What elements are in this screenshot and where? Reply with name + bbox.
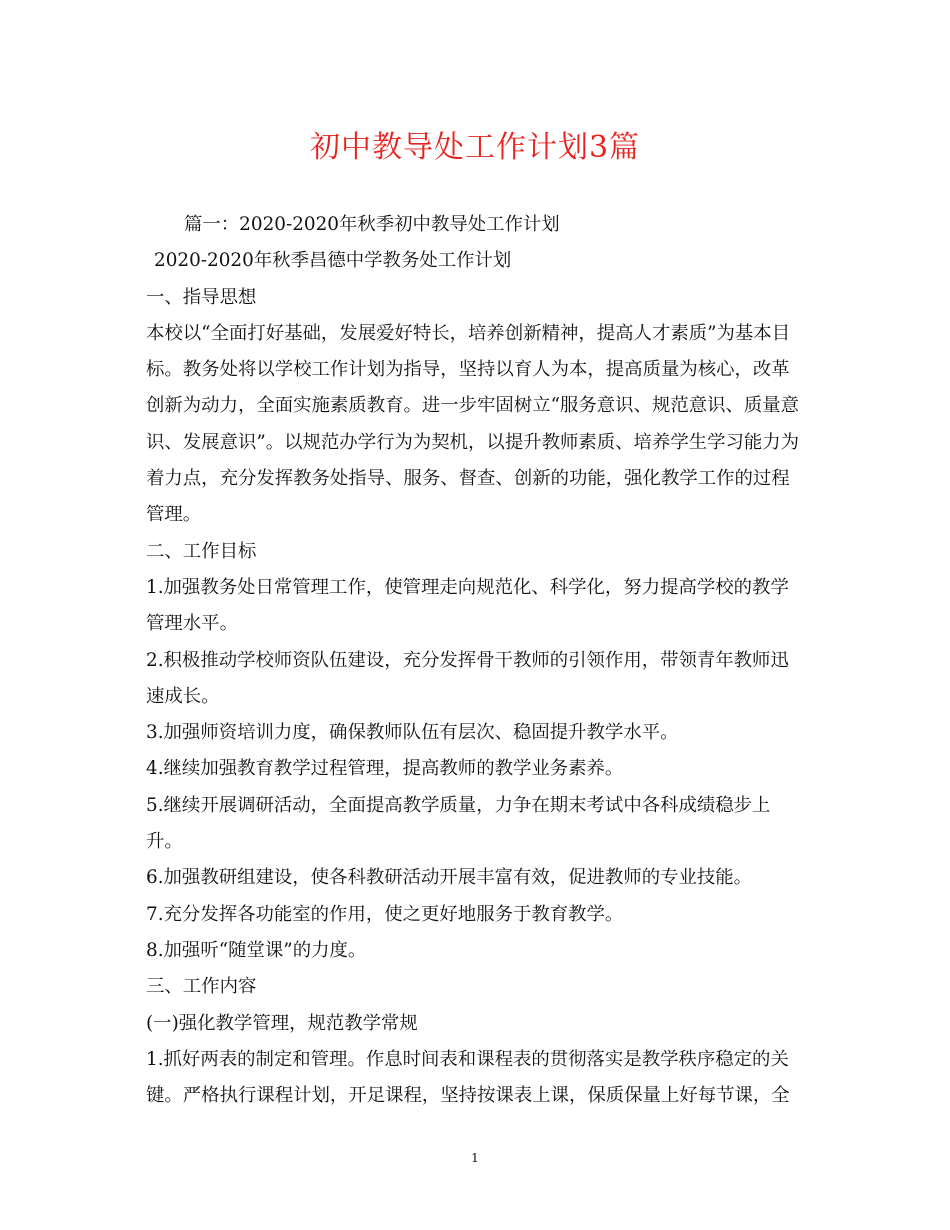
text-line: 3.加强师资培训力度，确保教师队伍有层次、稳固提升教学水平。 xyxy=(146,722,679,744)
text-line: 2.积极推动学校师资队伍建设，充分发挥骨干教师的引领作用，带领青年教师迅 xyxy=(146,649,789,671)
text-line: 识、发展意识”。以规范办学行为为契机，以提升教师素质、培养学生学习能力为 xyxy=(146,431,800,453)
section-heading-guiding-ideology: 一、指导思想 xyxy=(146,286,257,308)
text-line: 创新为动力，全面实施素质教育。进一步牢固树立“服务意识、规范意识、质量意 xyxy=(146,395,800,417)
document-title: 初中教导处工作计划3篇 xyxy=(309,130,641,165)
text-line: 速成长。 xyxy=(146,685,220,707)
text-line: 管理水平。 xyxy=(146,613,238,635)
section-heading-work-goals: 二、工作目标 xyxy=(146,540,257,562)
text-line: 标。教务处将以学校工作计划为指导，坚持以育人为本，提高质量为核心，改革 xyxy=(146,359,790,381)
text-line-part-one-heading: 篇一：2020-2020年秋季初中教导处工作计划 xyxy=(184,214,560,235)
page-number: 1 xyxy=(471,1151,479,1165)
text-line: 4.继续加强教育教学过程管理，提高教师的教学业务素养。 xyxy=(146,758,624,780)
subsection-heading: (一)强化教学管理，规范教学常规 xyxy=(146,1012,418,1034)
text-line: 键。严格执行课程计划，开足课程，坚持按课表上课，保质保量上好每节课，全 xyxy=(146,1085,790,1107)
text-line: 本校以“全面打好基础，发展爱好特长，培养创新精神，提高人才素质”为基本目 xyxy=(146,322,791,344)
text-line: 6.加强教研组建设，使各科教研活动开展丰富有效，促进教师的专业技能。 xyxy=(146,867,753,889)
text-line: 7.充分发挥各功能室的作用，使之更好地服务于教育教学。 xyxy=(146,903,624,925)
text-line: 1.抓好两表的制定和管理。作息时间表和课程表的贯彻落实是教学秩序稳定的关 xyxy=(146,1048,789,1070)
section-heading-work-content: 三、工作内容 xyxy=(146,976,257,998)
text-line: 管理。 xyxy=(146,504,202,526)
text-line: 8.加强听“随堂课”的力度。 xyxy=(146,939,367,961)
document-body xyxy=(146,207,811,1114)
text-line: 1.加强教务处日常管理工作，使管理走向规范化、科学化，努力提高学校的教学 xyxy=(146,576,789,598)
text-line: 升。 xyxy=(146,831,183,853)
text-line: 着力点，充分发挥教务处指导、服务、督查、创新的功能，强化教学工作的过程 xyxy=(146,468,790,490)
text-line: 5.继续开展调研活动，全面提高教学质量，力争在期末考试中各科成绩稳步上 xyxy=(146,794,771,816)
text-line-school-plan-title: 2020-2020年秋季昌德中学教务处工作计划 xyxy=(154,250,512,272)
